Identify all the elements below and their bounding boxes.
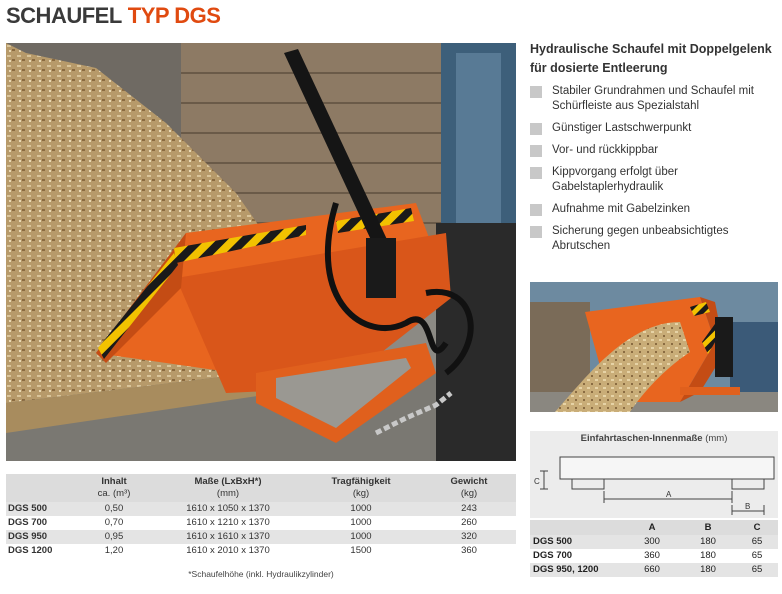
spec-col-model (6, 474, 72, 502)
feature-item (530, 121, 780, 136)
cell-tragfaehigkeit: 1000 (300, 502, 422, 516)
spec-col-tragfaehigkeit: Tragfähigkeit (kg) (300, 474, 422, 502)
dim-label-b: B (745, 502, 751, 511)
cell-gewicht: 243 (422, 502, 516, 516)
cell-model: DGS 950 (6, 530, 72, 544)
cell-masse: 1610 x 1050 x 1370 (156, 502, 300, 516)
table-row (6, 502, 516, 516)
spec-col-gewicht: Gewicht (kg) (422, 474, 516, 502)
cell-inhalt: 0,70 (104, 517, 124, 528)
cell-c: 65 (751, 550, 763, 561)
cell-model: DGS 500 (530, 535, 624, 549)
dimension-drawing (530, 431, 778, 518)
product-photo-tipping (530, 282, 778, 412)
spec-table-header-row (6, 474, 516, 502)
cell-masse: 1610 x 1210 x 1370 (186, 517, 270, 528)
spec-col-inhalt: Inhalt ca. (m³) (72, 474, 156, 502)
page-title (6, 3, 220, 29)
cell-b: 180 (680, 535, 736, 549)
product-photo-main (6, 43, 516, 461)
features-heading: Hydraulische Schaufel mit Doppelgelenk für dosierte Entleerung (530, 42, 772, 75)
cell-inhalt: 1,20 (104, 545, 124, 556)
cell-tragfaehigkeit: 1000 (300, 530, 422, 544)
spec-footnote: *Schaufelhöhe (inkl. Hydraulikzylinder) (188, 569, 334, 579)
dim-table-header-row (530, 520, 778, 535)
bullet-square-icon (530, 123, 542, 135)
feature-text: Sicherung gegen unbeabsichtigtes Abrutschen (552, 225, 729, 252)
cell-a: 300 (624, 535, 680, 549)
spec-col-masse: Maße (LxBxH*) (mm) (156, 474, 300, 502)
dim-col-a: A (624, 520, 680, 535)
cell-inhalt: 0,50 (72, 502, 156, 516)
cell-b: 180 (700, 550, 716, 561)
feature-item (530, 165, 780, 195)
cell-c: 65 (736, 563, 778, 577)
cell-tragfaehigkeit: 1500 (350, 545, 372, 556)
cell-b: 180 (680, 563, 736, 577)
dim-col-b: B (680, 520, 736, 535)
cell-masse: 1610 x 1610 x 1370 (156, 530, 300, 544)
bullet-square-icon (530, 204, 542, 216)
feature-item (530, 143, 780, 158)
feature-text: Stabiler Grundrahmen und Schaufel mit Schürfleiste aus Spezialstahl (552, 85, 754, 112)
tipping-photo-illustration (530, 282, 778, 412)
feature-text: Kippvorgang erfolgt über Gabelstaplerhydraulik (552, 166, 678, 193)
cell-a: 660 (624, 563, 680, 577)
feature-item (530, 224, 780, 254)
dim-label-c: C (534, 477, 540, 486)
cell-model: DGS 500 (6, 502, 72, 516)
feature-item (530, 84, 780, 114)
table-row (530, 549, 778, 563)
spec-table (6, 474, 516, 558)
cell-gewicht: 260 (461, 517, 477, 528)
feature-text: Vor- und rückkippbar (552, 144, 659, 156)
feature-list (530, 84, 780, 261)
cell-gewicht: 320 (422, 530, 516, 544)
feature-item (530, 202, 780, 217)
cell-c: 65 (736, 535, 778, 549)
dimension-title: Einfahrtaschen-Innenmaße (mm) (580, 433, 728, 444)
bullet-square-icon (530, 86, 542, 98)
title-part2: TYP DGS (127, 3, 221, 28)
bullet-square-icon (530, 145, 542, 157)
cell-model: DGS 700 (533, 550, 573, 561)
bullet-square-icon (530, 226, 542, 238)
table-row (530, 563, 778, 577)
cell-model: DGS 700 (8, 517, 48, 528)
feature-text: Aufnahme mit Gabelzinken (552, 203, 691, 215)
dimension-diagram (530, 431, 778, 518)
table-row (530, 535, 778, 549)
table-row (6, 544, 516, 558)
cell-model: DGS 1200 (8, 545, 53, 556)
cell-a: 360 (644, 550, 660, 561)
bullet-square-icon (530, 167, 542, 179)
cell-inhalt: 0,95 (72, 530, 156, 544)
dim-col-model (530, 520, 624, 535)
title-part1: SCHAUFEL (6, 3, 122, 28)
table-row (6, 530, 516, 544)
product-photo-illustration (6, 43, 516, 461)
cell-gewicht: 360 (461, 545, 477, 556)
cell-model: DGS 950, 1200 (530, 563, 624, 577)
dim-col-c: C (736, 520, 778, 535)
dimension-table (530, 520, 778, 577)
table-row (6, 516, 516, 530)
feature-text: Günstiger Lastschwerpunkt (552, 122, 692, 134)
dim-label-a: A (666, 490, 672, 499)
cell-masse: 1610 x 2010 x 1370 (186, 545, 270, 556)
cell-tragfaehigkeit: 1000 (350, 517, 372, 528)
